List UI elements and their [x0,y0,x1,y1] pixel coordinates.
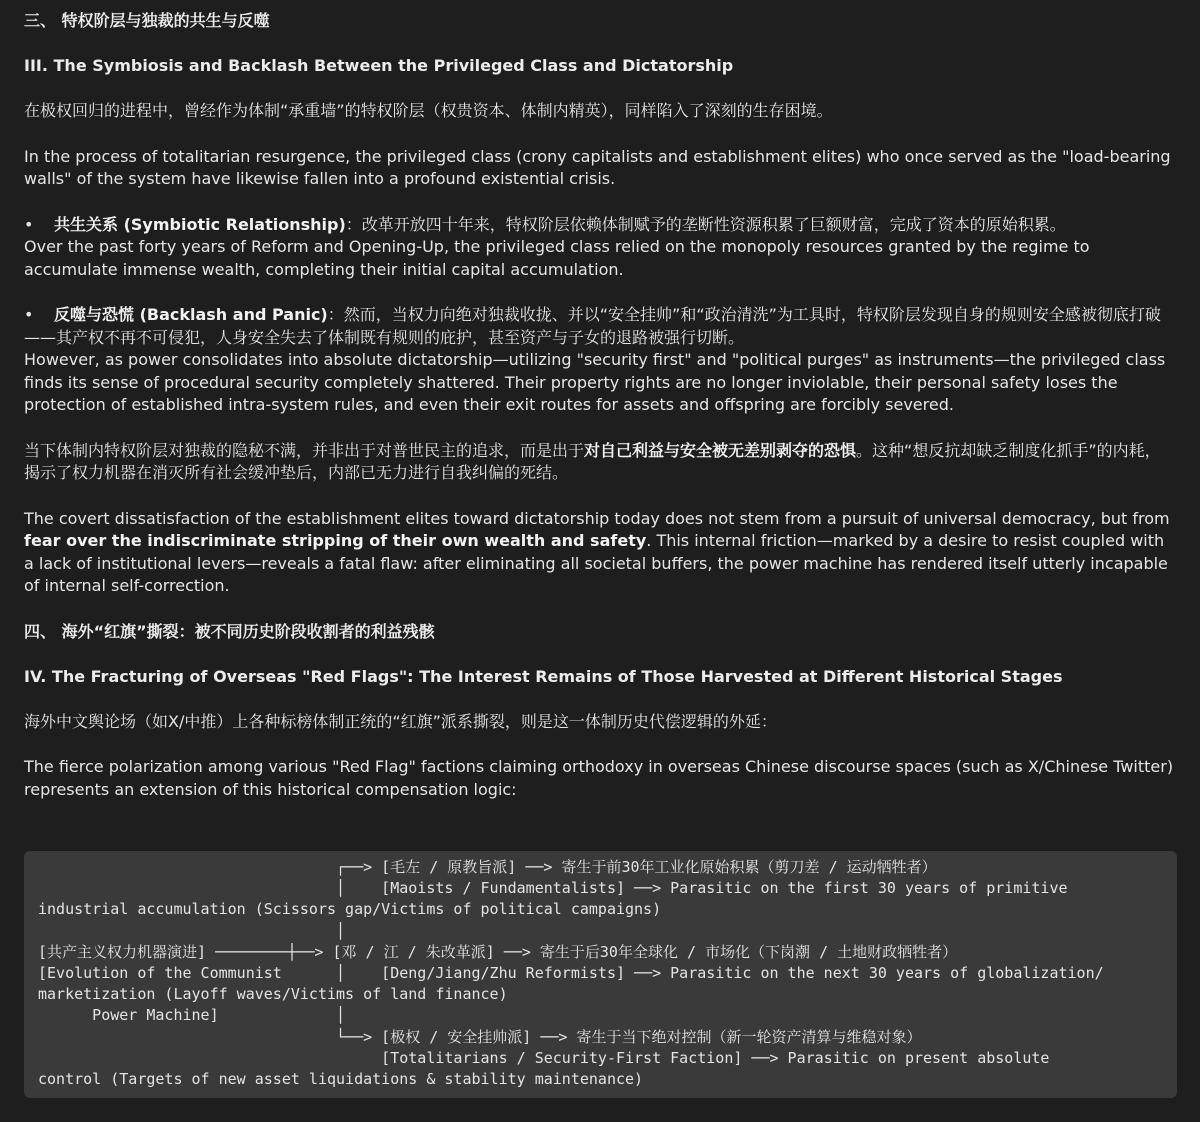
bullet-text-zh: ：然而，当权力向绝对独裁收拢、并以“安全挂帅”和“政治清洗”为工具时，特权阶层发现自身的规则安全感被彻底打破——其产权不再不可侵犯，人身安全失去了体制既有规则的庇护，甚至资产与子女的退路被强行切断。 [24,305,1161,347]
bullet-text-zh: ：改革开放四十年来，特权阶层依赖体制赋予的垄断性资源积累了巨额财富，完成了资本的原始积累。 [345,214,1066,234]
emphasis: 对自己利益与安全被无差别剥夺的恐惧 [584,440,857,460]
code-line: [共产主义权力机器演进] ────────┼──> [邓 / 江 / 朱改革派] ──> 寄生于后30年全球化 / 市场化（下岗潮 / 土地财政牺牲者） [38,942,958,961]
code-line: [Totalitarians / Security-First Faction] ──> Parasitic on present absolute [38,1048,1050,1067]
section3-conclusion-zh: 当下体制内特权阶层对独裁的隐秘不满，并非出于对普世民主的追求，而是出于对自己利益与安全被无差别剥夺的恐惧。这种“想反抗却缺乏制度化抓手”的内耗，揭示了权力机器在消灭所有社会缓冲垫后，内部已无力进行自我纠偏的死结。 [24,440,1161,482]
code-line: control (Targets of new asset liquidations & stability maintenance) [38,1070,644,1089]
section4-intro-en: The fierce polarization among various "Red Flag" factions claiming orthodoxy in overseas Chinese discourse spaces (such as X/Chinese Twitter) represents an extension of this historical compensation logic: [24,757,1174,799]
section4-heading-en: IV. The Fracturing of Overseas "Red Flags": The Interest Remains of Those Harvested at Different Historical Stages [24,666,1063,686]
code-line: │ [38,921,346,940]
code-block-text [24,851,1177,1090]
emphasis: fear over the indiscriminate stripping of their own wealth and safety [24,531,647,550]
section4-intro-zh: 海外中文舆论场（如X/中推）上各种标榜体制正统的“红旗”派系撕裂，则是这一体制历史代偿逻辑的外延： [24,711,777,731]
code-line: │ [Maoists / Fundamentalists] ──> Parasitic on the first 30 years of primitive [38,879,1068,898]
bullet-text-en: However, as power consolidates into absolute dictatorship—utilizing "security first" and "political purges" as instruments—the privileged class finds its sense of procedural security completely shattered. Their property rights are no longer inviolable, their personal safety loses the protection of established intra-system rules, and even their exit routes for assets and offspring are forcibly severed. [24,350,1166,414]
code-line: industrial accumulation (Scissors gap/Victims of political campaigns) [38,900,662,919]
section3-intro-en: In the process of totalitarian resurgence, the privileged class (crony capitalists and establishment elites) who once served as the "load-bearing walls" of the system have likewise fallen into a profound existential crisis. [24,146,1171,188]
section3-intro-zh: 在极权回归的进程中，曾经作为体制“承重墙”的特权阶层（权贵资本、体制内精英），同样陷入了深刻的生存困境。 [24,101,833,120]
code-line: ┌──> [毛左 / 原教旨派] ──> 寄生于前30年工业化原始积累（剪刀差 / 运动牺牲者） [38,858,937,876]
bullet-title: 反噬与恐慌 (Backlash and Panic) [54,305,328,324]
section3-heading-zh: 三、 特权阶层与独裁的共生与反噬 [24,11,270,30]
code-line: └──> [极权 / 安全挂帅派] ──> 寄生于当下绝对控制（新一轮资产清算与维稳对象） [38,1027,922,1046]
section3-heading-en: III. The Symbiosis and Backlash Between the Privileged Class and Dictatorship [24,56,734,75]
bullet-dot: • [24,214,34,234]
code-line: Power Machine] │ [38,1006,346,1025]
article [24,10,1176,801]
bullet-text-en: Over the past forty years of Reform and Opening-Up, the privileged class relied on the monopoly resources granted by the regime to accumulate immense wealth, completing their initial capital accumulation. [24,237,1090,279]
bullet-title: 共生关系 (Symbiotic Relationship) [54,214,346,234]
section4-heading-zh: 四、 海外“红旗”撕裂：被不同历史阶段收割者的利益残骸 [24,621,435,641]
bullet-dot: • [24,305,34,324]
section3-conclusion-en: The covert dissatisfaction of the establishment elites toward dictatorship today does not stem from a pursuit of universal democracy, but from fear over the indiscriminate stripping of their own wealth and safety. This internal friction—marked by a desire to resist coupled with a lack of institutional levers—reveals a fatal flaw: after eliminating all societal buffers, the power machine has rendered itself utterly incapable of internal self-correction. [24,508,1170,595]
code-line: [Evolution of the Communist │ [Deng/Jiang/Zhu Reformists] ──> Parasitic on the next 30 years of globalization/ [38,964,1104,983]
code-line: marketization (Layoff waves/Victims of land finance) [38,985,508,1004]
code-block-diagram [24,851,1177,1098]
bullet-symbiotic [24,214,1176,282]
bullet-backlash [24,304,1176,417]
